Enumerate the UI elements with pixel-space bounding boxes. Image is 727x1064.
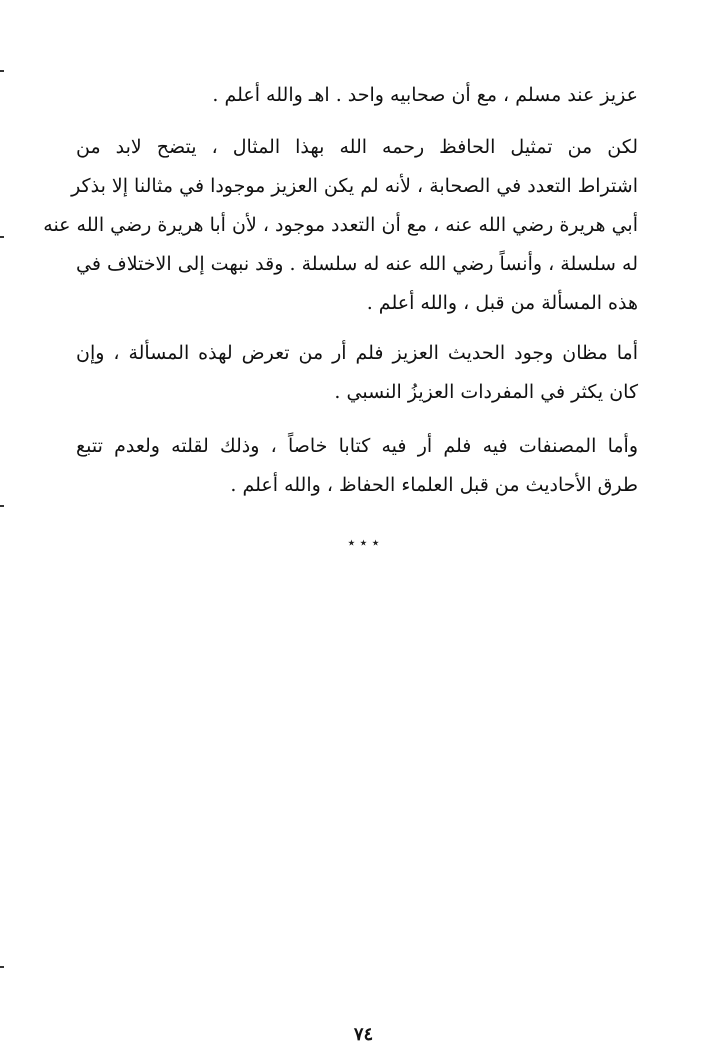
text-line: اشتراط التعدد في الصحابة ، لأنه لم يكن العزيز موجودا في مثالنا إلا بذكر bbox=[71, 175, 638, 197]
paragraph-3 bbox=[76, 334, 638, 412]
paragraph-1 bbox=[76, 76, 638, 115]
scan-edge-mark bbox=[0, 236, 4, 238]
text-line: أبي هريرة رضي الله عنه ، مع أن التعدد موجود ، لأن أبا هريرة رضي الله عنه bbox=[43, 214, 638, 236]
page-number: ٧٤ bbox=[353, 1024, 374, 1045]
section-separator: ٭ ٭ ٭ bbox=[347, 535, 380, 551]
scan-edge-mark bbox=[0, 505, 4, 507]
text-line: له سلسلة ، وأنساً رضي الله عنه له سلسلة . وقد نبهت إلى الاختلاف في bbox=[76, 253, 638, 275]
text-line: وأما المصنفات فيه فلم أر فيه كتابا خاصاً ، وذلك لقلته ولعدم تتبع bbox=[76, 435, 638, 457]
text-line: أما مظان وجود الحديث العزيز فلم أر من تعرض لهذه المسألة ، وإن bbox=[76, 342, 638, 364]
paragraph-4 bbox=[76, 427, 638, 505]
text-line: لكن من تمثيل الحافظ رحمه الله بهذا المثال ، يتضح لابد من bbox=[76, 136, 638, 158]
text-line: هذه المسألة من قبل ، والله أعلم . bbox=[366, 292, 638, 314]
scan-edge-mark bbox=[0, 966, 4, 968]
text-line: طرق الأحاديث من قبل العلماء الحفاظ ، والله أعلم . bbox=[230, 474, 638, 496]
scan-edge-mark bbox=[0, 70, 4, 72]
text-line: عزيز عند مسلم ، مع أن صحابيه واحد . اهـ والله أعلم . bbox=[212, 84, 638, 106]
text-line: كان يكثر في المفردات العزيزُ النسبي . bbox=[334, 381, 638, 403]
paragraph-2 bbox=[43, 128, 638, 323]
